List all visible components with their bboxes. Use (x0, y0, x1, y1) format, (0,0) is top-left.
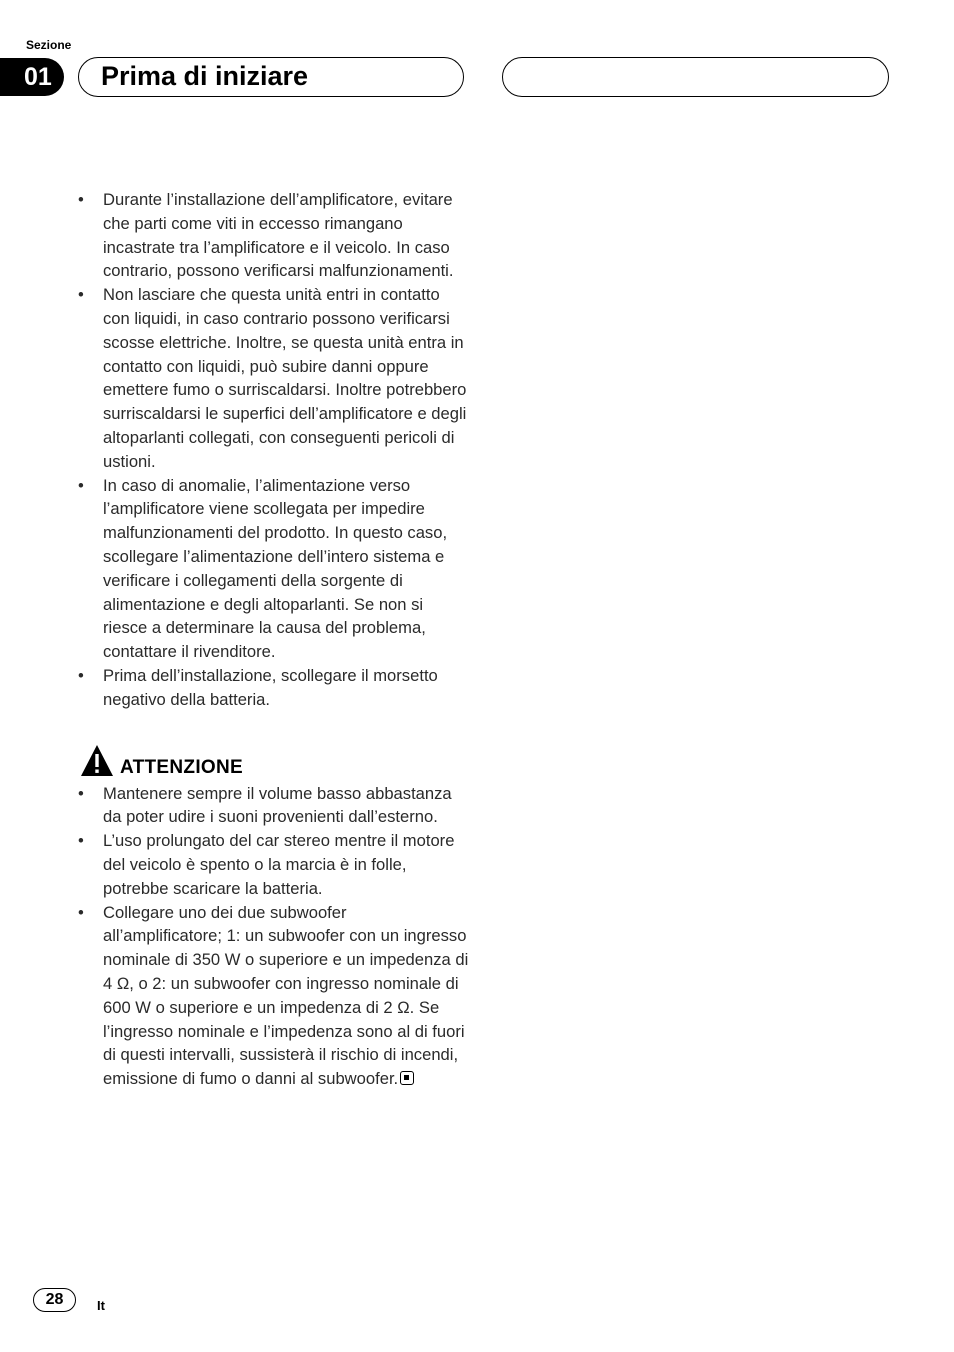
warning-triangle-icon (80, 744, 114, 778)
title-frame (78, 57, 464, 97)
main-column (78, 188, 470, 1091)
list-item: • Durante l’installazione dell’amplificatore, evitare che parti come viti in eccesso rimangano incastrate tra l’amplificatore e il veicolo. In caso contrario, possono verificarsi malfunzionamenti. (78, 188, 470, 283)
section-number-badge: 01 (0, 58, 64, 96)
caution-heading (78, 744, 470, 782)
list-item: • Mantenere sempre il volume basso abbastanza da poter udire i suoni provenienti dall’esterno. (78, 782, 470, 830)
page-title: Prima di iniziare (101, 61, 309, 91)
list-item: • In caso di anomalie, l’alimentazione verso l’amplificatore viene scollegata per impedire malfunzionamenti del prodotto. In questo caso, scollegare l’alimentazione dell’intero sistema e verificare i collegamenti della sorgente di alimentazione e degli altoparlanti. Se non si riesce a determinare la causa del problema, contattare il rivenditore. (78, 474, 470, 664)
section-label: Sezione (26, 38, 72, 52)
list-item: • Non lasciare che questa unità entri in contatto con liquidi, in caso contrario possono verificarsi scosse elettriche. Inoltre, se questa unità entra in contatto con liquidi, può subire danni oppure emettere fumo o surriscaldarsi. Inoltre potrebbero surriscaldarsi le superfici dell’amplificatore e degli altoparlanti collegati, con conseguenti pericoli di ustioni. (78, 283, 470, 473)
end-of-section-icon (400, 1071, 414, 1085)
list-item: • Prima dell’installazione, scollegare il morsetto negativo della batteria. (78, 664, 470, 712)
precautions-list (78, 188, 470, 712)
empty-header-frame (502, 57, 889, 97)
list-item-text: Collegare uno dei due subwoofer all’amplificatore; 1: un subwoofer con un ingresso nominale di 350 W o superiore e un impedenza di 4 Ω, o 2: un subwoofer con ingresso nominale di 600 W o superiore e un impedenza di 2 Ω. Se l’ingresso nominale e l’impedenza sono al di fuori di questi intervalli, sussisterà il rischio di incendi, emissione di fumo o danni al subwoofer. (103, 902, 469, 1089)
list-item: • L’uso prolungato del car stereo mentre il motore del veicolo è spento o la marcia è in folle, potrebbe scaricare la batteria. (78, 829, 470, 900)
language-code: It (97, 1298, 105, 1313)
caution-label: ATTENZIONE (120, 756, 243, 778)
caution-list (78, 782, 470, 1091)
page-number: 28 (33, 1288, 76, 1312)
list-item (78, 901, 470, 1091)
